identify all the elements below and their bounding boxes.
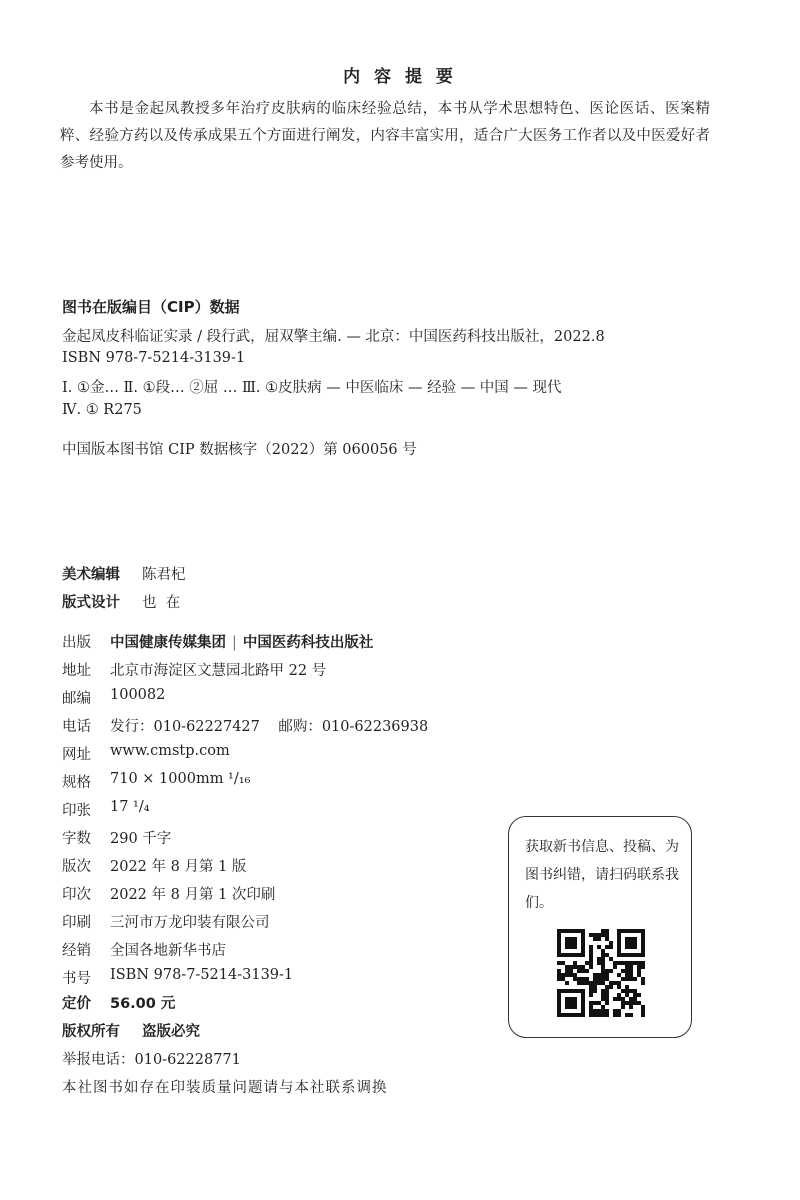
publisher-value [110,631,373,652]
price-label: 定价 [62,996,91,1012]
qr-code-icon[interactable] [557,929,645,1017]
publisher-group: 中国健康传媒集团 [110,635,226,651]
qr-contact-text: 获取新书信息、投稿、为图书纠错，请扫码联系我们。 [525,839,679,911]
imprint-row-value: 290 千字 [110,831,172,847]
summary-text: 本书是金起凤教授多年治疗皮肤病的临床经验总结，本书从学术思想特色、医论医话、医案精粹、经验方药以及传承成果五个方面进行阐发，内容丰富实用，适合广大医务工作者以及中医爱好者参考使用。 [60,101,710,171]
imprint-row-value: 北京市海淀区文慧园北路甲 22 号 [110,663,327,679]
imprint-row-label: 规格 [62,775,91,791]
imprint-row-value: 710 × 1000mm ¹/₁₆ [110,771,251,787]
imprint-row-label: 印张 [62,803,91,819]
cip-line-1: 金起凤皮科临证实录 / 段行武，屈双擎主编. — 北京：中国医药科技出版社，2022.8 [62,329,605,345]
copyright-left: 版权所有 [62,1024,120,1040]
imprint-row-label: 书号 [62,971,91,987]
imprint-row-value: 2022 年 8 月第 1 版 [110,859,247,875]
imprint-row-label: 版次 [62,859,91,875]
design-label: 版式设计 [62,595,120,611]
publisher-press: 中国医药科技出版社 [242,635,374,651]
imprint-row-label: 印次 [62,887,91,903]
cip-line-3: Ⅰ. ①金… Ⅱ. ①段… ②屈 … Ⅲ. ①皮肤病 — 中医临床 — 经验 — 中国 — 现代 [62,380,562,396]
art-editor-label: 美术编辑 [62,567,120,583]
imprint-row-label: 邮编 [62,691,91,707]
imprint-row-label: 经销 [62,943,91,959]
imprint-row-label: 电话 [62,719,91,735]
imprint-row-label: 网址 [62,747,91,763]
cip-verify: 中国版本图书馆 CIP 数据核字（2022）第 060056 号 [62,442,417,458]
imprint-row-value: 三河市万龙印装有限公司 [110,915,270,931]
summary-heading: 内 容 提 要 [343,67,457,87]
imprint-row-label: 地址 [62,663,91,679]
imprint-row-label: 字数 [62,831,91,847]
imprint-row-value: 全国各地新华书店 [110,943,226,959]
quality-notice: 本社图书如存在印装质量问题请与本社联系调换 [62,1080,388,1096]
design-value: 也 在 [142,595,181,611]
imprint-row-value: ISBN 978-7-5214-3139-1 [110,967,294,983]
cip-line-2: ISBN 978-7-5214-3139-1 [62,350,246,366]
imprint-row-value: 发行：010-62227427 邮购：010-62236938 [110,719,429,735]
imprint-row-value: 2022 年 8 月第 1 次印刷 [110,887,276,903]
cip-heading: 图书在版编目（CIP）数据 [62,298,240,316]
imprint-row-value: 100082 [110,687,166,703]
imprint-row-label: 印刷 [62,915,91,931]
publisher-separator: | [232,635,237,651]
art-editor-value: 陈君杞 [142,567,186,583]
copyright-right: 盗版必究 [142,1024,200,1040]
imprint-row-value: 17 ¹/₄ [110,799,150,815]
imprint-row-value: www.cmstp.com [110,743,230,759]
price-value: 56.00 元 [110,996,176,1012]
publisher-label: 出版 [62,635,91,651]
cip-line-4: Ⅳ. ① R275 [62,402,142,418]
report-phone: 举报电话：010-62228771 [62,1052,241,1068]
qr-contact-box [508,816,692,1038]
